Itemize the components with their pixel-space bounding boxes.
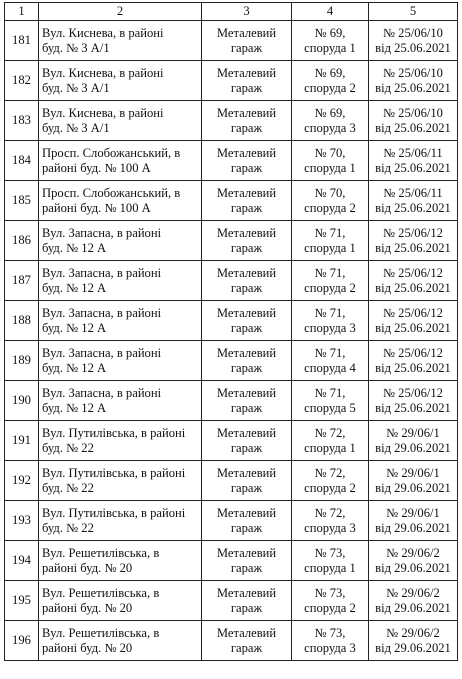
document-ref-line-1: № 29/06/2: [386, 585, 440, 600]
structure-type-line-2: гараж: [230, 160, 263, 175]
document-ref-line-1: № 25/06/12: [383, 345, 443, 360]
document-ref-line-2: від 25.06.2021: [375, 400, 451, 415]
document-ref-cell: [369, 341, 458, 381]
object-number-line-2: споруда 2: [304, 80, 356, 95]
object-number-cell: [292, 261, 369, 301]
document-ref-line-1: № 25/06/12: [383, 305, 443, 320]
row-number: 192: [12, 473, 31, 487]
object-number-line-2: споруда 5: [304, 400, 356, 415]
structure-type-line-1: Металевий: [216, 465, 277, 480]
table-row: [5, 141, 458, 181]
document-ref-cell: [369, 461, 458, 501]
structure-type-cell: [202, 541, 292, 581]
structure-type-cell: [202, 61, 292, 101]
document-ref-cell: [369, 101, 458, 141]
structure-type-cell: [202, 341, 292, 381]
row-number-cell: [5, 501, 39, 541]
table-row: [5, 21, 458, 61]
row-number: 185: [12, 193, 31, 207]
row-number: 193: [12, 513, 31, 527]
address-line-1: Вул. Запасна, в районі: [42, 305, 162, 320]
structure-type-cell: [202, 141, 292, 181]
document-ref-cell: [369, 61, 458, 101]
address-cell: [39, 181, 202, 221]
structure-type-line-1: Металевий: [216, 625, 277, 640]
structure-type-cell: [202, 261, 292, 301]
document-ref-line-1: № 29/06/2: [386, 625, 440, 640]
address-cell: [39, 341, 202, 381]
object-number-line-2: споруда 1: [304, 560, 356, 575]
object-number-line-1: № 72,: [314, 505, 346, 520]
document-ref-line-2: від 25.06.2021: [375, 200, 451, 215]
row-number-cell: [5, 181, 39, 221]
address-cell: [39, 421, 202, 461]
row-number-cell: [5, 261, 39, 301]
structure-type-line-1: Металевий: [216, 265, 277, 280]
table-row: [5, 621, 458, 661]
row-number: 181: [12, 33, 31, 47]
object-number-cell: [292, 301, 369, 341]
row-number: 187: [12, 273, 31, 287]
structure-type-line-2: гараж: [230, 600, 263, 615]
document-ref-line-1: № 29/06/2: [386, 545, 440, 560]
object-number-cell: [292, 581, 369, 621]
object-number-line-2: споруда 4: [304, 360, 356, 375]
document-ref-cell: [369, 581, 458, 621]
document-ref-line-1: № 29/06/1: [386, 505, 440, 520]
address-line-1: Вул. Запасна, в районі: [42, 265, 162, 280]
address-cell: [39, 221, 202, 261]
address-line-2: буд. № 3 А/1: [42, 120, 110, 135]
object-number-line-1: № 70,: [314, 185, 346, 200]
structure-type-line-1: Металевий: [216, 505, 277, 520]
document-ref-line-1: № 25/06/11: [383, 145, 443, 160]
address-cell: [39, 541, 202, 581]
address-line-1: Вул. Решетилівська, в: [42, 545, 160, 560]
table-body: [5, 21, 458, 661]
document-ref-line-1: № 25/06/10: [383, 105, 443, 120]
object-number-cell: [292, 101, 369, 141]
row-number: 188: [12, 313, 31, 327]
row-number: 194: [12, 553, 31, 567]
address-line-1: Просп. Слобожанський, в: [42, 185, 181, 200]
object-number-line-1: № 73,: [314, 585, 346, 600]
structure-type-cell: [202, 301, 292, 341]
document-ref-cell: [369, 221, 458, 261]
row-number-cell: [5, 141, 39, 181]
row-number: 190: [12, 393, 31, 407]
document-ref-line-2: від 25.06.2021: [375, 40, 451, 55]
structure-type-line-2: гараж: [230, 520, 263, 535]
table-row: [5, 301, 458, 341]
address-line-1: Вул. Путилівська, в районі: [42, 425, 186, 440]
object-number-cell: [292, 381, 369, 421]
document-ref-cell: [369, 501, 458, 541]
row-number-cell: [5, 621, 39, 661]
row-number-cell: [5, 421, 39, 461]
document-ref-cell: [369, 261, 458, 301]
structure-type-line-1: Металевий: [216, 65, 277, 80]
document-ref-line-2: від 29.06.2021: [375, 520, 451, 535]
document-ref-line-2: від 29.06.2021: [375, 600, 451, 615]
document-ref-line-2: від 25.06.2021: [375, 160, 451, 175]
object-number-line-2: споруда 2: [304, 480, 356, 495]
address-cell: [39, 461, 202, 501]
structure-type-cell: [202, 101, 292, 141]
structure-type-line-2: гараж: [230, 320, 263, 335]
structure-type-line-2: гараж: [230, 360, 263, 375]
structure-type-line-2: гараж: [230, 280, 263, 295]
table-row: [5, 501, 458, 541]
object-number-line-2: споруда 3: [304, 520, 356, 535]
table-row: [5, 461, 458, 501]
structure-type-line-2: гараж: [230, 480, 263, 495]
object-number-cell: [292, 501, 369, 541]
row-number: 195: [12, 593, 31, 607]
table-row: [5, 341, 458, 381]
header-cell-col-4: 4: [292, 3, 369, 21]
object-number-cell: [292, 61, 369, 101]
address-line-1: Вул. Решетилівська, в: [42, 625, 160, 640]
row-number: 183: [12, 113, 31, 127]
object-number-line-2: споруда 1: [304, 240, 356, 255]
row-number-cell: [5, 221, 39, 261]
object-number-line-2: споруда 3: [304, 640, 356, 655]
object-number-cell: [292, 141, 369, 181]
table-row: [5, 261, 458, 301]
document-ref-line-2: від 25.06.2021: [375, 240, 451, 255]
structure-type-line-1: Металевий: [216, 145, 277, 160]
object-number-cell: [292, 21, 369, 61]
document-ref-cell: [369, 21, 458, 61]
table-row: [5, 541, 458, 581]
object-number-line-1: № 71,: [314, 305, 346, 320]
document-ref-line-1: № 25/06/11: [383, 185, 443, 200]
table-row: [5, 101, 458, 141]
address-line-2: буд. № 3 А/1: [42, 40, 110, 55]
table-row: [5, 381, 458, 421]
object-number-line-1: № 72,: [314, 425, 346, 440]
document-ref-line-2: від 25.06.2021: [375, 360, 451, 375]
header-cell-col-2: 2: [39, 3, 202, 21]
header-cell-col-3: 3: [202, 3, 292, 21]
object-number-line-2: споруда 2: [304, 200, 356, 215]
row-number-cell: [5, 381, 39, 421]
structure-type-line-2: гараж: [230, 560, 263, 575]
address-line-2: буд. № 12 А: [42, 360, 107, 375]
address-line-2: буд. № 22: [42, 440, 94, 455]
structure-type-line-2: гараж: [230, 40, 263, 55]
row-number-cell: [5, 61, 39, 101]
document-ref-line-1: № 29/06/1: [386, 465, 440, 480]
object-number-cell: [292, 621, 369, 661]
structure-type-cell: [202, 421, 292, 461]
row-number-cell: [5, 581, 39, 621]
address-cell: [39, 21, 202, 61]
address-cell: [39, 301, 202, 341]
document-ref-line-1: № 25/06/10: [383, 25, 443, 40]
object-number-line-2: споруда 2: [304, 600, 356, 615]
address-line-1: Вул. Путилівська, в районі: [42, 465, 186, 480]
document-ref-cell: [369, 541, 458, 581]
structure-type-line-2: гараж: [230, 200, 263, 215]
address-cell: [39, 581, 202, 621]
address-line-1: Вул. Киснева, в районі: [42, 65, 164, 80]
structure-type-line-1: Металевий: [216, 185, 277, 200]
object-number-line-2: споруда 2: [304, 280, 356, 295]
address-line-1: Вул. Запасна, в районі: [42, 385, 162, 400]
address-line-1: Вул. Запасна, в районі: [42, 225, 162, 240]
table-row: [5, 181, 458, 221]
structure-type-line-2: гараж: [230, 640, 263, 655]
structure-type-line-2: гараж: [230, 120, 263, 135]
structure-type-line-2: гараж: [230, 240, 263, 255]
object-number-line-1: № 71,: [314, 385, 346, 400]
structure-type-line-1: Металевий: [216, 345, 277, 360]
object-number-line-2: споруда 3: [304, 120, 356, 135]
row-number-cell: [5, 541, 39, 581]
document-ref-line-2: від 25.06.2021: [375, 280, 451, 295]
address-line-2: буд. № 22: [42, 480, 94, 495]
row-number: 186: [12, 233, 31, 247]
document-ref-line-2: від 29.06.2021: [375, 640, 451, 655]
structure-type-line-1: Металевий: [216, 105, 277, 120]
structure-type-line-1: Металевий: [216, 545, 277, 560]
document-ref-line-1: № 25/06/12: [383, 225, 443, 240]
address-line-2: буд. № 12 А: [42, 280, 107, 295]
address-cell: [39, 61, 202, 101]
header-cell-col-1: 1: [5, 3, 39, 21]
address-line-2: буд. № 12 А: [42, 400, 107, 415]
table-row: [5, 61, 458, 101]
document-page: [4, 2, 458, 661]
structure-type-line-2: гараж: [230, 80, 263, 95]
table-header-row: [5, 3, 458, 21]
structure-type-line-1: Металевий: [216, 425, 277, 440]
address-line-1: Вул. Киснева, в районі: [42, 25, 164, 40]
row-number-cell: [5, 301, 39, 341]
address-line-1: Просп. Слобожанський, в: [42, 145, 181, 160]
object-number-line-1: № 69,: [314, 105, 346, 120]
document-ref-line-2: від 25.06.2021: [375, 320, 451, 335]
row-number: 182: [12, 73, 31, 87]
object-number-cell: [292, 341, 369, 381]
structure-type-cell: [202, 221, 292, 261]
document-ref-line-2: від 25.06.2021: [375, 120, 451, 135]
address-line-1: Вул. Решетилівська, в: [42, 585, 160, 600]
object-number-line-1: № 70,: [314, 145, 346, 160]
structure-type-cell: [202, 581, 292, 621]
table-row: [5, 421, 458, 461]
document-ref-cell: [369, 621, 458, 661]
address-line-2: районі буд. № 100 А: [42, 200, 151, 215]
row-number-cell: [5, 101, 39, 141]
document-ref-line-2: від 29.06.2021: [375, 440, 451, 455]
row-number-cell: [5, 461, 39, 501]
address-line-2: районі буд. № 20: [42, 560, 133, 575]
address-line-2: буд. № 3 А/1: [42, 80, 110, 95]
document-ref-cell: [369, 181, 458, 221]
document-ref-line-1: № 25/06/12: [383, 385, 443, 400]
address-line-2: районі буд. № 20: [42, 600, 133, 615]
object-number-line-1: № 71,: [314, 345, 346, 360]
document-ref-line-1: № 25/06/10: [383, 65, 443, 80]
object-number-line-1: № 69,: [314, 65, 346, 80]
document-ref-cell: [369, 301, 458, 341]
structure-type-line-1: Металевий: [216, 585, 277, 600]
object-number-line-2: споруда 1: [304, 440, 356, 455]
address-cell: [39, 501, 202, 541]
structure-type-cell: [202, 181, 292, 221]
address-cell: [39, 101, 202, 141]
object-number-line-1: № 73,: [314, 625, 346, 640]
object-number-cell: [292, 181, 369, 221]
address-line-2: районі буд. № 100 А: [42, 160, 151, 175]
object-number-cell: [292, 421, 369, 461]
row-number: 189: [12, 353, 31, 367]
object-number-line-2: споруда 3: [304, 320, 356, 335]
object-number-cell: [292, 221, 369, 261]
document-ref-line-2: від 29.06.2021: [375, 480, 451, 495]
row-number: 184: [12, 153, 31, 167]
structure-type-line-1: Металевий: [216, 25, 277, 40]
document-ref-line-1: № 29/06/1: [386, 425, 440, 440]
document-ref-line-2: від 29.06.2021: [375, 560, 451, 575]
structure-type-line-1: Металевий: [216, 385, 277, 400]
table-row: [5, 221, 458, 261]
address-cell: [39, 381, 202, 421]
row-number-cell: [5, 21, 39, 61]
address-cell: [39, 141, 202, 181]
structure-type-line-2: гараж: [230, 400, 263, 415]
object-number-line-1: № 71,: [314, 225, 346, 240]
object-number-line-1: № 71,: [314, 265, 346, 280]
structure-type-cell: [202, 461, 292, 501]
document-ref-cell: [369, 141, 458, 181]
document-ref-cell: [369, 381, 458, 421]
structure-type-line-1: Металевий: [216, 305, 277, 320]
object-number-cell: [292, 461, 369, 501]
structure-type-cell: [202, 621, 292, 661]
address-line-1: Вул. Запасна, в районі: [42, 345, 162, 360]
object-number-cell: [292, 541, 369, 581]
structure-type-cell: [202, 21, 292, 61]
structure-type-line-2: гараж: [230, 440, 263, 455]
row-number-cell: [5, 341, 39, 381]
address-line-1: Вул. Путилівська, в районі: [42, 505, 186, 520]
address-line-2: районі буд. № 20: [42, 640, 133, 655]
address-line-2: буд. № 22: [42, 520, 94, 535]
address-line-2: буд. № 12 А: [42, 240, 107, 255]
object-number-line-1: № 69,: [314, 25, 346, 40]
address-cell: [39, 621, 202, 661]
address-line-2: буд. № 12 А: [42, 320, 107, 335]
structure-type-cell: [202, 381, 292, 421]
document-ref-line-2: від 25.06.2021: [375, 80, 451, 95]
object-number-line-2: споруда 1: [304, 160, 356, 175]
document-ref-cell: [369, 421, 458, 461]
table-row: [5, 581, 458, 621]
row-number: 196: [12, 633, 31, 647]
document-ref-line-1: № 25/06/12: [383, 265, 443, 280]
structure-type-cell: [202, 501, 292, 541]
structure-type-line-1: Металевий: [216, 225, 277, 240]
object-number-line-1: № 73,: [314, 545, 346, 560]
object-number-line-1: № 72,: [314, 465, 346, 480]
address-line-1: Вул. Киснева, в районі: [42, 105, 164, 120]
row-number: 191: [12, 433, 31, 447]
structures-table: [4, 2, 458, 661]
object-number-line-2: споруда 1: [304, 40, 356, 55]
address-cell: [39, 261, 202, 301]
header-cell-col-5: 5: [369, 3, 458, 21]
